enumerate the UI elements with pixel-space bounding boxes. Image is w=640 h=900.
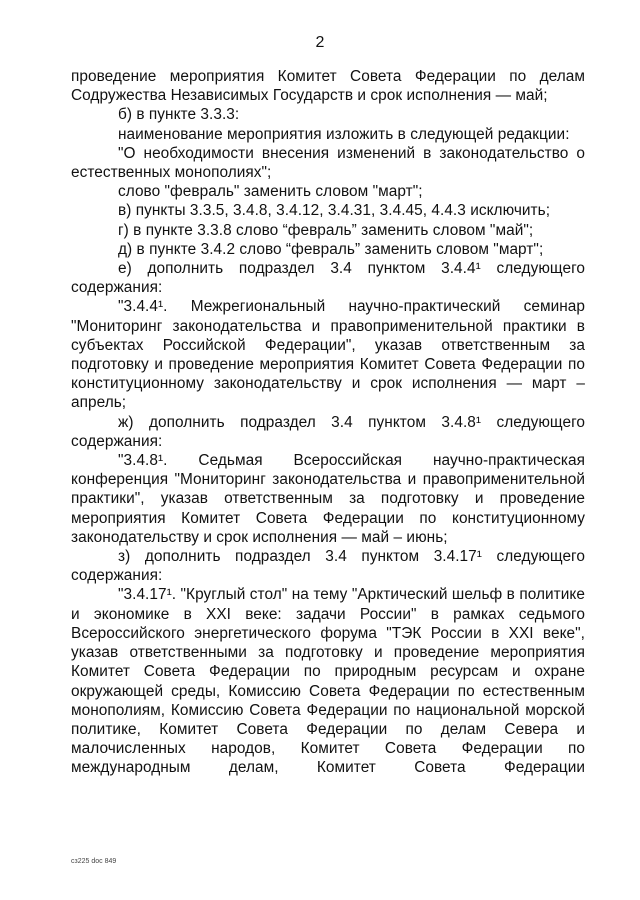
paragraph-p-d: д) в пункте 3.4.2 слово “февраль” заменить словом "март"; xyxy=(118,240,544,258)
paragraph-p-v: в) пункты 3.3.5, 3.4.8, 3.4.12, 3.4.31, 3.4.45, 4.4.3 исключить; xyxy=(118,202,551,220)
paragraph-p-e: е) дополнить подраздел 3.4 пунктом 3.4.4¹ следующего содержания: xyxy=(71,260,585,297)
paragraph-p-e-quote: "3.4.4¹. Межрегиональный научно-практический семинар "Мониторинг законодательства и правоприменительной практики в субъектах Российской Федерации", указав ответственным за подготовку и проведение мероприятия Комитет Совета Федерации по конституционному законодательству и срок исполнения — март – апрель; xyxy=(71,298,585,412)
paragraph-p-zh-quote: "3.4.8¹. Седьмая Всероссийская научно-практическая конференция "Мониторинг законодательства и правоприменительной практики", указав ответственным за подготовку и проведение мероприятия Комитет Совета Федерации по конституционному законодательству и срок исполнения — май – июнь; xyxy=(71,452,585,546)
paragraph-p-b-word: слово "февраль" заменить словом "март"; xyxy=(118,183,423,201)
paragraph-p-b-name: наименование мероприятия изложить в следующей редакции: xyxy=(118,125,570,143)
body-text xyxy=(71,67,585,778)
paragraph-p-zh: ж) дополнить подраздел 3.4 пунктом 3.4.8¹ следующего содержания: xyxy=(71,413,585,450)
paragraph-p-z: з) дополнить подраздел 3.4 пунктом 3.4.17¹ следующего содержания: xyxy=(71,548,585,585)
paragraph-p-z-quote: "3.4.17¹. "Круглый стол" на тему "Арктический шельф в политике и экономике в XXI веке: задачи России" в рамках седьмого Всероссийского энергетического форума "ТЭК России в XXI веке", указав ответственными за подготовку и проведение мероприятия Комитет Совета Федерации по природным ресурсам и охране окружающей среды, Комиссию Совета Федерации по естественным монополиям, Комиссию Совета Федерации по национальной морской политике, Комитет Совета Федерации по делам Севера и малочисленных народов, Комитет Совета Федерации по международным делам, Комитет Совета Федерации xyxy=(71,586,585,777)
paragraph-p-g: г) в пункте 3.3.8 слово “февраль” заменить словом "май"; xyxy=(118,221,534,239)
paragraph-p-b-quote: "О необходимости внесения изменений в законодательство о естественных монополиях"; xyxy=(71,144,585,182)
paragraph-p-continuation: проведение мероприятия Комитет Совета Федерации по делам Содружества Независимых Государств и срок исполнения — май; xyxy=(71,68,585,105)
footer-code: сз225 doc 849 xyxy=(71,858,117,865)
paragraph-p-b: б) в пункте 3.3.3: xyxy=(118,106,240,124)
page-number: 2 xyxy=(315,34,325,51)
